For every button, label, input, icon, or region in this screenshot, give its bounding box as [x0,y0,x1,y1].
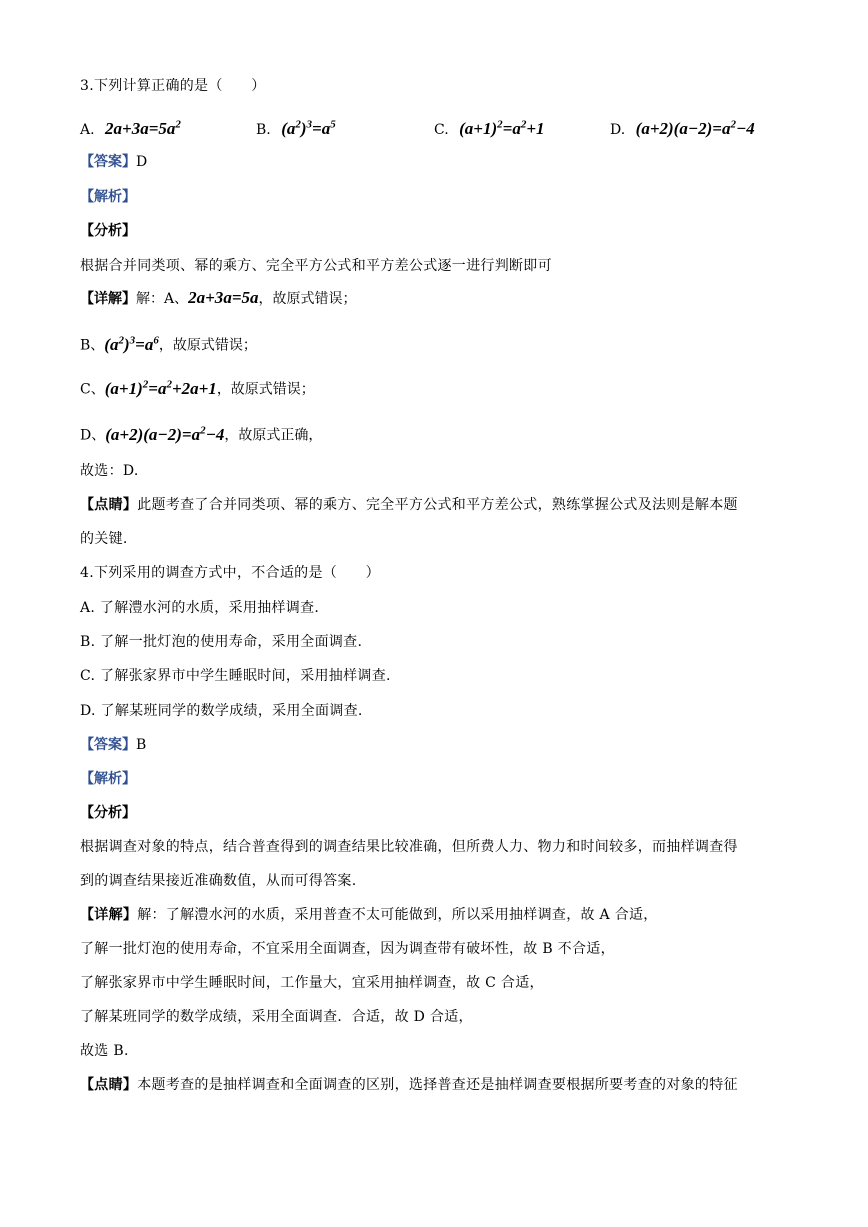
q3-detail-c-tail: ，故原式错误； [216,381,315,398]
q4-comment-text1: 本题考查的是抽样调查和全面调查的区别，选择普查还是抽样调查要根据所要考查的对象的特征 [137,1077,738,1093]
q4-fenxi-line1: 根据调查对象的特点，结合普查得到的调查结果比较准确，但所费人力、物力和时间较多，而抽样调查得 [80,839,738,855]
q3-detail-c-head: C、 [80,381,105,398]
q3-detail-d-tail: ，故原式正确， [224,427,323,444]
q3-option-d-label: D. [610,121,626,138]
q4-option-d: D. 了解某班同学的数学成绩，采用全面调查. [80,703,363,719]
q3-comment-text1: 此题考查了合并同类项、幂的乘方、完全平方公式和平方差公式，熟练掌握公式及法则是解本题 [137,497,738,513]
q4-analysis-tag: 【解析】 [80,771,136,787]
q4-title: 4.下列采用的调查方式中，不合适的是（ ） [80,565,380,581]
q4-option-a: A. 了解澧水河的水质，采用抽样调查. [80,600,320,616]
q4-detail-line4: 了解某班同学的数学成绩，采用全面调查．合适，故 D 合适， [80,1009,473,1025]
q3-fenxi-text: 根据合并同类项、幂的乘方、完全平方公式和平方差公式逐一进行判断即可 [80,258,552,274]
q4-detail-line1 [80,905,658,925]
q4-detail-line3: 了解张家界市中学生睡眠时间，工作量大，宜采用抽样调查，故 C 合适， [80,975,544,991]
q3-analysis-tag: 【解析】 [80,189,136,205]
q3-option-d-math: $(a+2)(a-2)=a^2-4$ [635,118,755,138]
q3-option-d [610,112,755,142]
q3-detail-b-head: B、 [80,337,105,354]
q3-title: 3.下列计算正确的是（ ） [80,78,266,94]
q3-answer-line [80,152,147,172]
q4-answer-value: B [136,737,147,753]
q4-answer-line [80,735,146,755]
q3-detail-a-math: 2a+3a=5a [188,288,259,307]
q3-option-c [434,112,545,142]
q3-detail-b-tail: ，故原式错误； [158,337,257,354]
q3-detail-a-tail: ，故原式错误； [258,291,357,307]
q3-comment-line1 [80,495,738,515]
q3-detail-tag: 【详解】 [80,291,136,307]
q3-option-b-math: $(a^2)^3=a^5$ [281,118,336,138]
q3-answer-value: D [136,154,148,170]
q4-comment-line1 [80,1075,738,1095]
q3-option-c-label: C. [434,121,449,138]
q3-option-a-math: $2a+3a=5a^2$ [105,118,181,138]
q3-option-c-math: $(a+1)^2=a^2+1$ [459,118,545,138]
q4-comment-tag: 【点睛】 [80,1077,138,1093]
q4-fenxi-line2: 到的调查结果接近准确数值，从而可得答案. [80,873,357,889]
q4-detail-line2: 了解一批灯泡的使用寿命，不宜采用全面调查，因为调查带有破坏性，故 B 不合适， [80,941,615,957]
q3-detail-intro: 解：A、 [136,291,189,307]
q4-detail-tag: 【详解】 [80,907,138,923]
q3-answer-tag: 【答案】 [80,154,136,170]
q3-detail-d-head: D、 [80,427,106,444]
q3-detail-d-math: $(a+2)(a-2)=a^2-4$ [105,424,225,444]
q3-detail-line-a [80,288,357,309]
q4-option-b: B. 了解一批灯泡的使用寿命，采用全面调查. [80,634,363,650]
q3-comment-line2: 的关键. [80,531,128,547]
q3-option-a [80,112,181,142]
q3-choose: 故选：D. [80,463,139,479]
q3-detail-line-d [80,420,322,446]
q3-option-a-label: A. [80,121,95,138]
q3-detail-c-math: $(a+1)^2=a^2+2a+1$ [104,378,217,398]
q3-comment-tag: 【点睛】 [80,497,138,513]
q4-detail-text1: 解：了解澧水河的水质，采用普查不太可能做到，所以采用抽样调查，故 A 合适， [137,907,658,923]
q4-fenxi-tag: 【分析】 [80,805,136,821]
q3-fenxi-tag: 【分析】 [80,223,136,239]
q4-answer-tag: 【答案】 [80,737,136,753]
q4-choose: 故选 B. [80,1043,129,1059]
q3-option-b [256,112,336,142]
q3-detail-line-b [80,330,257,356]
q3-option-b-label: B. [256,121,271,138]
q3-detail-line-c [80,374,315,400]
q3-detail-b-math: $(a^2)^3=a^6$ [104,334,159,354]
q4-option-c: C. 了解张家界市中学生睡眠时间，采用抽样调查. [80,668,391,684]
